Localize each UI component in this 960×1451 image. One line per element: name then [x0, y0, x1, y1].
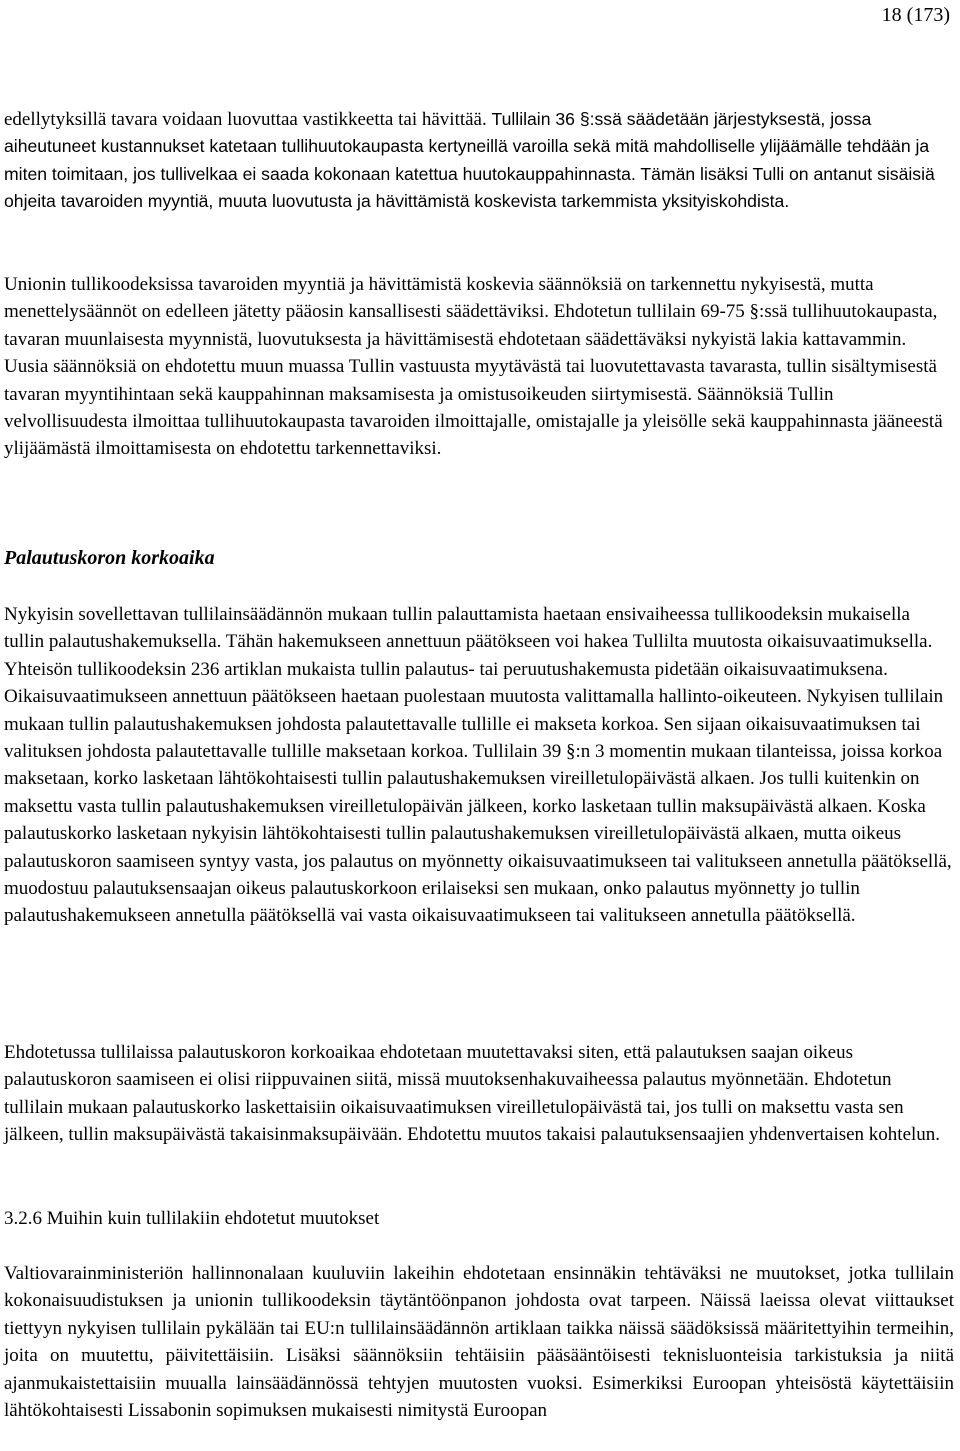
paragraph-proposed-refund-law: Ehdotetussa tullilaissa palautuskoron korkoaikaa ehdotetaan muutettavaksi siten, että palautuksen saajan oikeus palautuskoron saamiseen ei olisi riippuvainen siitä, missä muutoksenhakuvaiheessa palautus myönnetään. Ehdotetun tullilain mukaan palautuskorko laskettaisiin oikaisuvaatimuksen vireilletulopäivästä tai, jos tulli on maksettu vasta sen jälkeen, tullin maksupäivästä takaisinmaksupäivään. Ehdotettu muutos takaisi palautuksensaajien yhdenvertaisen kohtelun. — [4, 1042, 941, 1146]
paragraph-union-customs-code: Unionin tullikoodeksissa tavaroiden myyntiä ja hävittämistä koskevia säännöksiä on tarkennettu nykyisestä, mutta menettelysäännöt on edelleen jätetty pääosin kansallisesti säädettäviksi. Ehdotetun tullilain 69-75 §:ssä tullihuutokaupasta, tavaran muunlaisesta myynnistä, luovutuksesta ja hävittämisestä ehdotetaan säädettäväksi nykyistä lakia kattavammin. Uusia säännöksiä on ehdotettu muun muassa Tullin vastuusta myytävästä tai luovutettavasta tavarasta, tullin sisältymisestä tavaran myyntihintaan sekä kauppahinnan maksamisesta ja omistusoikeuden siirtymisestä. Säännöksiä Tullin velvollisuudesta ilmoittaa tullihuutokaupasta tavaroiden ilmoittajalle, omistajalle ja yleisölle sekä kauppahinnasta jääneestä ylijäämästä ilmoittamisesta on ehdotettu tarkennettaviksi. — [4, 274, 943, 460]
paragraph-current-refund-law: Nykyisin sovellettavan tullilainsäädännön mukaan tullin palauttamista haetaan ensivaiheessa tullikoodeksin mukaisella tullin palautushakemuksella. Tähän hakemukseen annettuun päätökseen voi hakea Tullilta muutosta oikaisuvaatimuksella. Yhteisön tullikoodeksin 236 artiklan mukaista tullin palautus- tai peruutushakemusta pidetään oikaisuvaatimuksena. Oikaisuvaatimukseen annettuun päätökseen haetaan puolestaan muutosta valittamalla hallinto-oikeuteen. Nykyisen tullilain mukaan tullin palautushakemuksen johdosta palautettavalle tullille ei makseta korkoa. Sen sijaan oikaisuvaatimuksen tai valituksen johdosta palautettavalle tullille maksetaan korkoa. Tullilain 39 §:n 3 momentin mukaan tilanteissa, joissa korkoa maksetaan, korko lasketaan lähtökohtaisesti tullin palautushakemuksen vireilletulopäivästä alkaen. Jos tulli kuitenkin on maksettu vasta tullin palautushakemuksen vireilletulopäivän jälkeen, korko lasketaan tullin maksupäivästä alkaen. Koska palautuskorko lasketaan nykyisin lähtökohtaisesti tullin palautushakemuksen vireilletulopäivästä alkaen, mutta oikeus palautuskoron saamiseen syntyy vasta, jos palautus on myönnetty oikaisuvaatimukseen tai valitukseen annetulla päätöksellä, muodostuu palautuksensaajan oikeus palautuskorkoon erilaiseksi sen mukaan, onko palautus myönnetty jo tullin palautushakemukseen annetulla päätöksellä vai vasta oikaisuvaatimukseen tai valitukseen annetulla päätöksellä. — [4, 604, 952, 927]
paragraph-auction-costs — [4, 106, 954, 241]
paragraph-text-sans: Tullilain 36 §:ssä säädetään järjestyksestä, jossa aiheutuneet kustannukset katetaan tullihuutokaupasta kertyneillä varoilla sekä mitä mahdolliselle ylijäämälle tehdään ja miten toimitaan, jos tullivelkaa ei saada kokonaan katettua huutokauppahinnasta. — [4, 109, 930, 184]
paragraph-other-law-amendments: Valtiovarainministeriön hallinnonalaan kuuluviin lakeihin ehdotetaan ensinnäkin tehtäväksi ne muutokset, jotka tullilain kokonaisuudistuksen ja unionin tullikoodeksin täytäntöönpanon johdosta ovat tarpeen. Näissä laeissa olevat viittaukset tiettyyn nykyisen tullilain pykälään tai EU:n tullilainsäädännön artiklaan taikka näissä säädöksissä määritettyihin termeihin, joita on muutettu, päivitettäisiin. Lisäksi säännöksiin tehtäisiin pääsääntöisesti teknisluonteisia tarkistuksia ja niitä ajanmukaistettaisiin muualla lainsäädännössä tehtyjen muutosten vuoksi. Esimerkiksi Euroopan yhteisöstä käytettäisiin lähtökohtaisesti Lissabonin sopimuksen mukaisesti nimitystä Euroopan — [4, 1263, 954, 1422]
subheading-refund-interest-period: Palautuskoron korkoaika — [4, 547, 215, 569]
section-heading-other-amendments: 3.2.6 Muihin kuin tullilakiin ehdotetut muutokset — [4, 1208, 380, 1229]
paragraph-text-serif-lead: edellytyksillä tavara voidaan luovuttaa vastikkeetta tai hävittää. — [4, 109, 492, 130]
paragraph-text-sans-tail: Tämän lisäksi Tulli on antanut sisäisiä ohjeita tavaroiden myyntiä, muuta luovutusta ja hävittämistä koskevista tarkemmista yksityiskohdista. — [4, 163, 935, 212]
page-number: 18 (173) — [881, 4, 950, 26]
